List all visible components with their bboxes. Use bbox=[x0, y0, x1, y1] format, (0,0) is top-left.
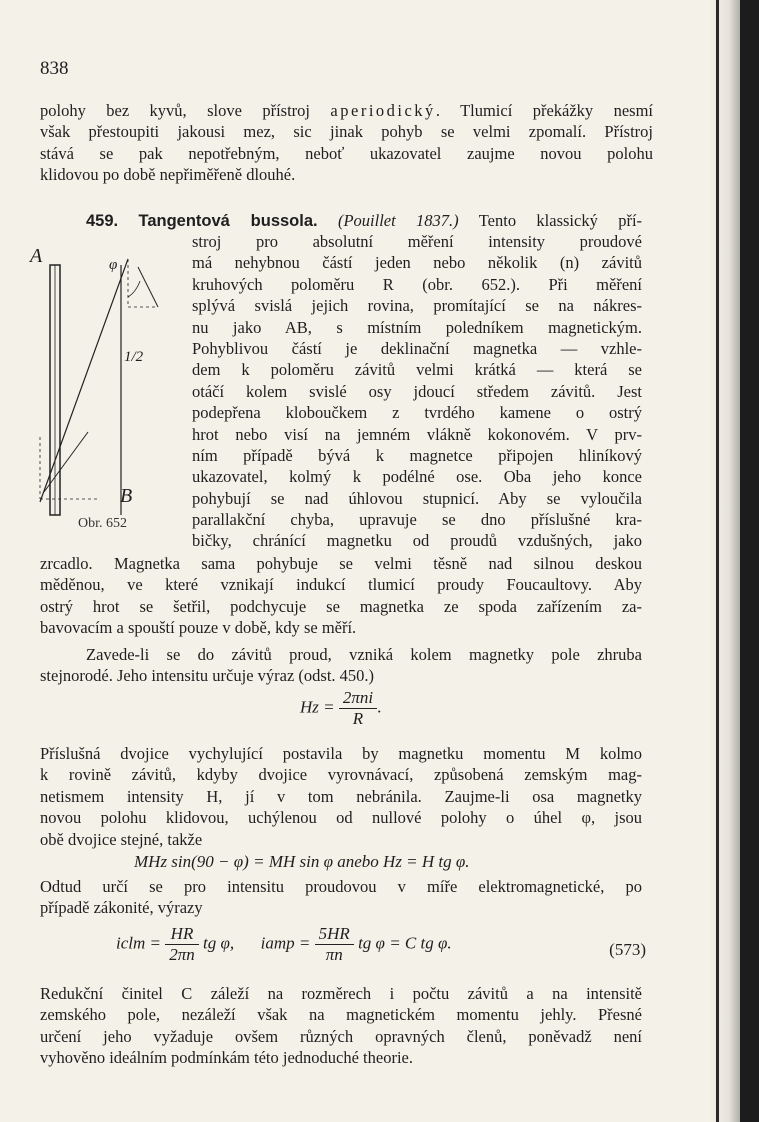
label-half: 1/2 bbox=[124, 349, 144, 365]
page-number: 838 bbox=[40, 58, 69, 79]
text-line: polohy bez kyvů, slove přístroj aperiodický. Tlumicí překážky nesmí bbox=[40, 101, 654, 120]
label-b: B bbox=[120, 485, 133, 507]
formula-denominator: R bbox=[352, 709, 364, 728]
body-line-0: Tento klassický pří- bbox=[478, 211, 643, 230]
text-line: zrcadlo. Magnetka sama pohybuje se velmi těsně nad silnou deskou bbox=[40, 554, 642, 573]
text-line: podepřena kloboučkem z tvrdého kamene o ostrý bbox=[192, 403, 642, 423]
needle-line bbox=[40, 259, 128, 502]
text-line: ním případě bývá k magnetce připojen hliníkový bbox=[192, 445, 642, 465]
paragraph-continuation bbox=[40, 553, 642, 639]
text-line: bičky, chránící magnetku od proudů vzdušných, jako bbox=[192, 531, 642, 551]
formula-fraction-clm: $\frac{HR}{2\pi n}$ bbox=[165, 924, 199, 965]
text-line: zemského pole, nezáleží však na magnetickém momentu jehly. Přesné bbox=[40, 1005, 642, 1025]
text-line: netismem intensity H, jí v tom nebránila. Zaujme-li osa magnetky bbox=[40, 786, 642, 806]
field-vector bbox=[138, 267, 158, 307]
text-line: obě dvojice stejné, takže bbox=[40, 829, 203, 849]
page-edge-line bbox=[716, 0, 719, 1122]
section-title: Tangentová bussola. bbox=[138, 212, 318, 230]
formula-lhs: Hz = bbox=[300, 697, 335, 717]
text-line: hrot nebo visí na jemném vlákně kokonovém. V prv- bbox=[192, 424, 642, 444]
text-line: kruhových poloměru R (obr. 652.). Při měření bbox=[192, 274, 642, 294]
text-line: však přestoupiti jakousi mez, sic jinak pohyb se velmi zpomalí. Přístroj bbox=[40, 122, 653, 142]
section-heading bbox=[86, 210, 642, 231]
text-line: stejnorodé. Jeho intensitu určuje výraz (odst. 450.) bbox=[40, 666, 375, 686]
text-line: stává se pak nepotřebným, neboť ukazovatel zaujme novou polohu bbox=[40, 143, 653, 163]
formula-numerator: 2πni bbox=[339, 688, 377, 709]
text-line: splývá svislá jejich rovina, promítající se na nákres- bbox=[192, 296, 642, 316]
formula-current: iclm = $\frac{HR}{2\pi n}$ tg φ, iamp = $\frac{5HR}{\pi n}$ tg φ = C tg φ. (573) bbox=[116, 924, 646, 964]
figure-caption: Obr. 652 bbox=[78, 516, 127, 531]
formula-lhs-clm: iclm = bbox=[116, 933, 161, 953]
text-line: ukazovatel, kolmý k podélné ose. Oba jeho konce bbox=[192, 467, 642, 487]
figure-652 bbox=[28, 237, 178, 537]
section-number: 459. bbox=[86, 212, 119, 230]
text-line: klidovou po době nepřiměřeně dlouhé. bbox=[40, 165, 296, 185]
label-a: A bbox=[30, 245, 43, 267]
text-line: měděnou, ve které vznikají indukcí tlumicí proudy Foucaultovy. Aby bbox=[40, 575, 642, 595]
text-line: otáčí kolem svislé osy jdoucí středem závitů. Jest bbox=[192, 381, 642, 401]
text-line: Příslušná dvojice vychylující postavila by magnetku momentu M kolmo bbox=[40, 744, 642, 763]
paragraph-intro bbox=[40, 100, 653, 186]
formula-equilibrium: MHz sin(90 − φ) = MH sin φ anebo Hz = H tg φ. bbox=[134, 852, 470, 871]
text-line: vyhověno ideálním podmínkám této jednoduché theorie. bbox=[40, 1048, 413, 1068]
equation-number: (573) bbox=[609, 940, 646, 959]
section-citation: (Pouillet 1837.) bbox=[337, 211, 459, 230]
paragraph-reduction bbox=[40, 983, 642, 1069]
formula-fraction bbox=[339, 688, 377, 729]
text-line: k rovině závitů, kdyby dvojice vyrovnávací, způsobená zemským mag- bbox=[40, 765, 642, 785]
angle-arc bbox=[128, 281, 140, 297]
text-line: bavovacím a spouští pouze v době, kdy se měří. bbox=[40, 618, 357, 638]
text-line: určení jeho vyžaduje ovšem různých opravných členů, poněvadž není bbox=[40, 1026, 642, 1046]
paragraph-field bbox=[40, 644, 642, 687]
paragraph-units bbox=[40, 876, 642, 919]
text-line: Redukční činitel C záleží na rozměrech i počtu závitů a na intensitě bbox=[40, 984, 642, 1003]
label-phi: φ bbox=[109, 257, 118, 273]
page-edge-binding bbox=[740, 0, 759, 1122]
tangent-bussola-diagram bbox=[28, 237, 178, 527]
text-line: parallakční chyba, upravuje se dno příslušné kra- bbox=[192, 510, 642, 530]
formula-field-intensity bbox=[300, 688, 381, 729]
text-line: případě zákonité, výrazy bbox=[40, 898, 203, 918]
formula-fraction-amp: $\frac{5HR}{\pi n}$ bbox=[315, 924, 354, 965]
text-line: dem k poloměru závitů velmi krátká — která se bbox=[192, 360, 642, 380]
text-line: Odtud určí se pro intensitu proudovou v míře elektromagnetické, po bbox=[40, 877, 642, 896]
body-text-column bbox=[192, 231, 642, 552]
text-line: pohybují se nad úhlovou stupnicí. Aby se vyloučila bbox=[192, 488, 642, 508]
text-line: novou polohu klidovou, uchýlenou od nullové polohy o úhel φ, jsou bbox=[40, 808, 642, 828]
text-line: Zavede-li se do závitů proud, vzniká kolem magnetky pole zhruba bbox=[86, 645, 642, 664]
text-line: má nehybnou částí jeden nebo několik (n) závitů bbox=[192, 253, 642, 273]
text-line: stroj pro absolutní měření intensity proudové bbox=[192, 232, 642, 251]
paragraph-torque bbox=[40, 743, 642, 850]
formula-lhs-amp: iamp = bbox=[260, 933, 311, 953]
formula-tail: . bbox=[377, 697, 382, 717]
text-line: ostrý hrot se šetřil, podchycuje se magnetka ze spoda zařízením za- bbox=[40, 596, 642, 616]
text-line: nu jako AB, s místním poledníkem magnetickým. bbox=[192, 317, 642, 337]
text-line: Pohyblivou částí je deklinační magnetka — vzhle- bbox=[192, 338, 642, 358]
